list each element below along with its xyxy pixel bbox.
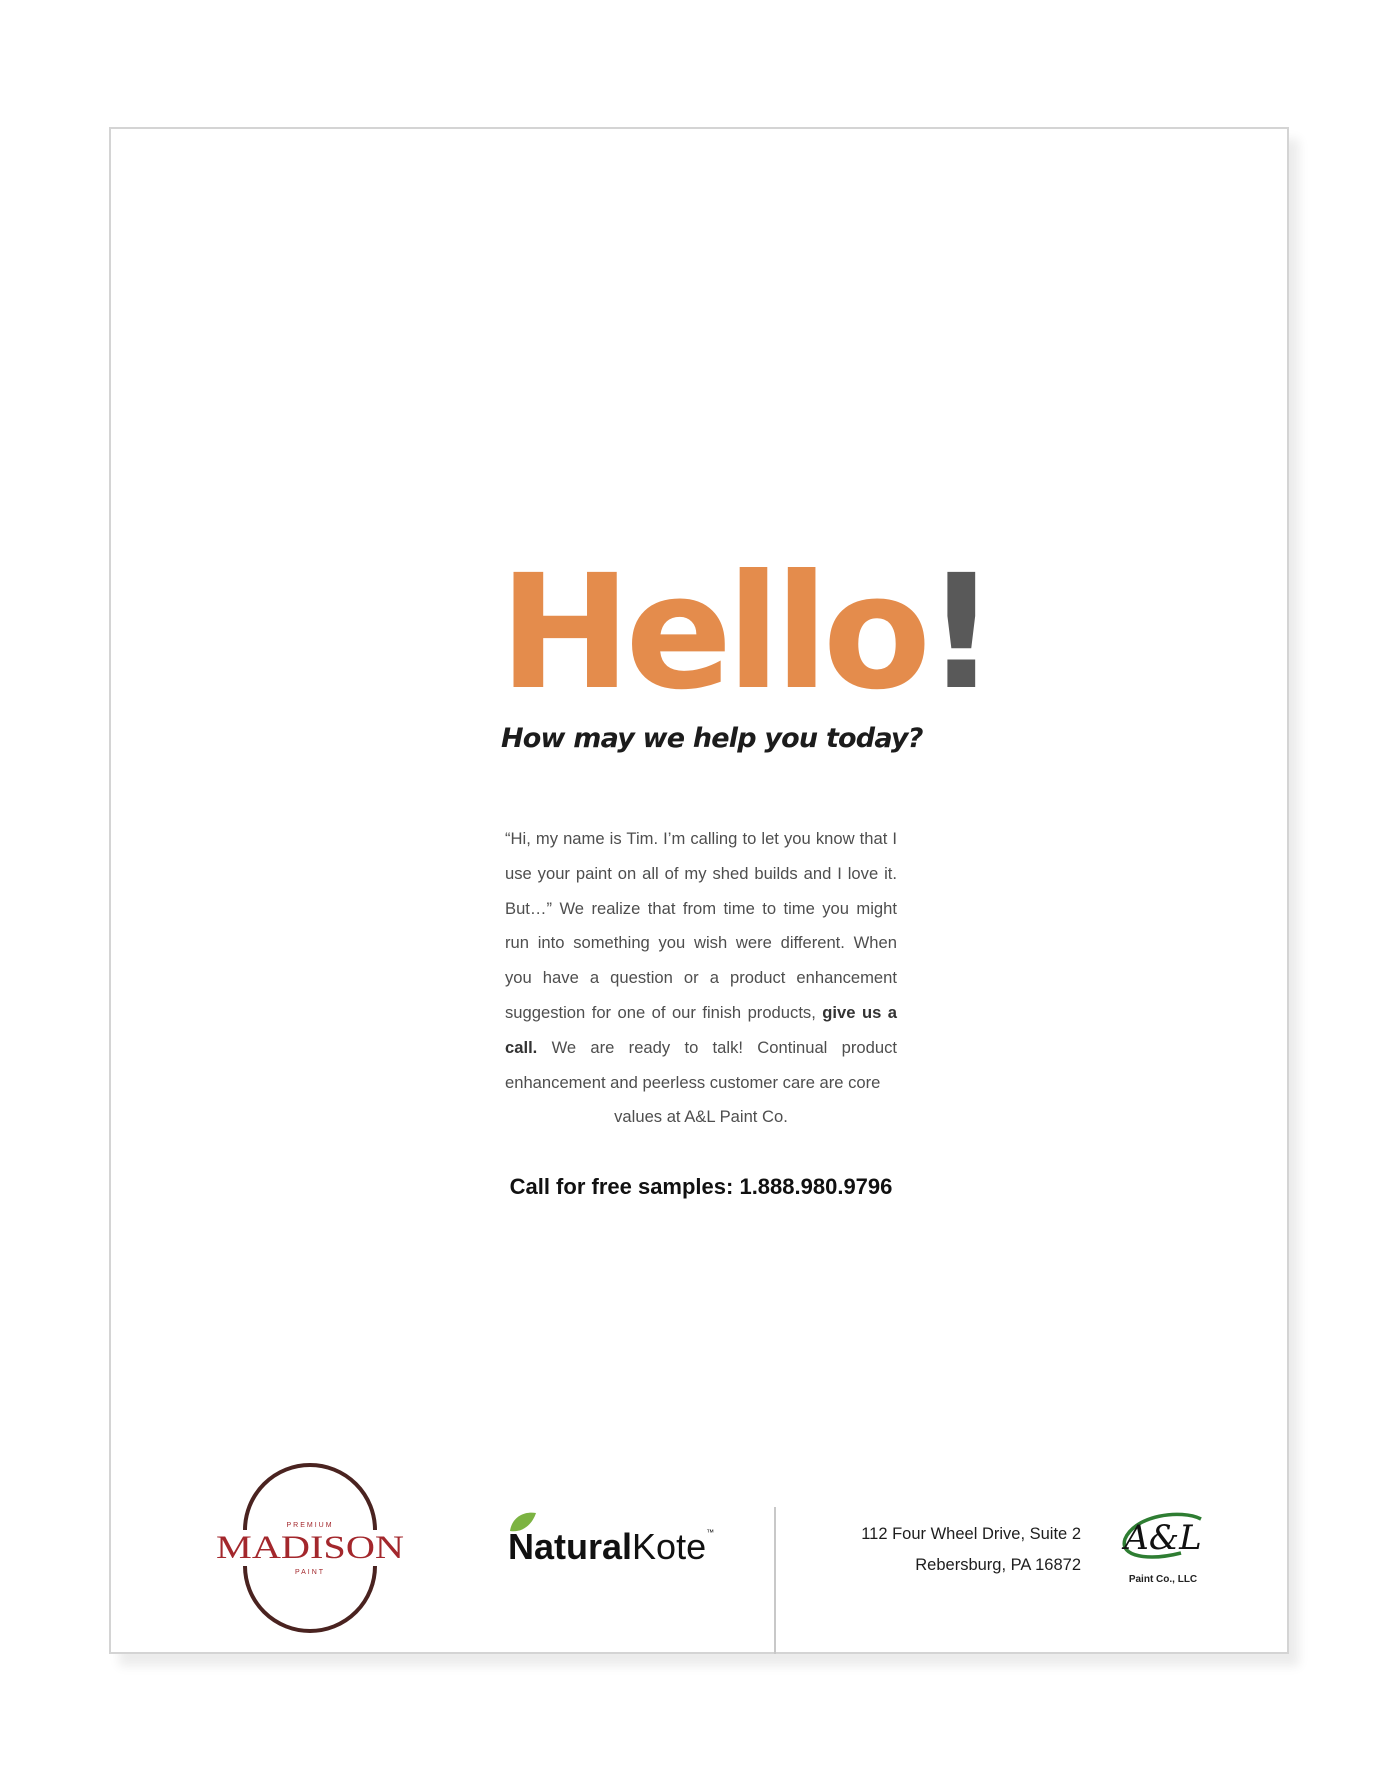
madison-logo-arc-top <box>245 1465 375 1530</box>
body-text-part1: “Hi, my name is Tim. I’m calling to let you know that I use your paint on all of my shed builds and I love it. But…” We realize that from time to time you might run into something you wish were different. When you have a question or a product enhancement suggestion for one of our finish products, <box>505 829 897 1022</box>
al-paint-logo <box>1115 1509 1215 1589</box>
hello-heading <box>499 541 998 725</box>
address-line-1: 112 Four Wheel Drive, Suite 2 <box>861 1525 1081 1543</box>
naturalkote-wordmark <box>508 1526 714 1567</box>
call-to-action: Call for free samples: 1.888.980.9796 <box>509 1174 893 1199</box>
body-text-bold: give us a call. <box>505 1002 897 1057</box>
exclamation-mark: ! <box>925 541 998 725</box>
footer-divider <box>774 1507 776 1654</box>
body-text-part2: We are ready to talk! Continual product enhancement and peerless customer care are core <box>505 1037 897 1092</box>
madison-paint-logo <box>215 1499 405 1597</box>
body-paragraph <box>505 822 897 1135</box>
naturalkote-logo <box>506 1509 715 1569</box>
madison-logo-name: MADISON <box>216 1530 405 1566</box>
al-logo-mark: A&L <box>1124 1518 1202 1558</box>
address-line-2: Rebersburg, PA 16872 <box>915 1556 1081 1574</box>
al-logo-tagline: Paint Co., LLC <box>1128 1574 1198 1585</box>
madison-logo-bottom-text: PAINT <box>294 1569 326 1576</box>
hello-word: Hello <box>499 541 926 725</box>
naturalkote-light: Kote <box>632 1526 707 1567</box>
madison-logo-top-text: PREMIUM <box>286 1522 334 1529</box>
ad-page <box>109 127 1289 1654</box>
company-address <box>831 1519 1081 1581</box>
naturalkote-tm: ™ <box>706 1528 715 1537</box>
subheading: How may we help you today? <box>501 723 923 754</box>
body-text-last-line: values at A&L Paint Co. <box>614 1107 788 1127</box>
naturalkote-bold: Natural <box>508 1526 633 1567</box>
